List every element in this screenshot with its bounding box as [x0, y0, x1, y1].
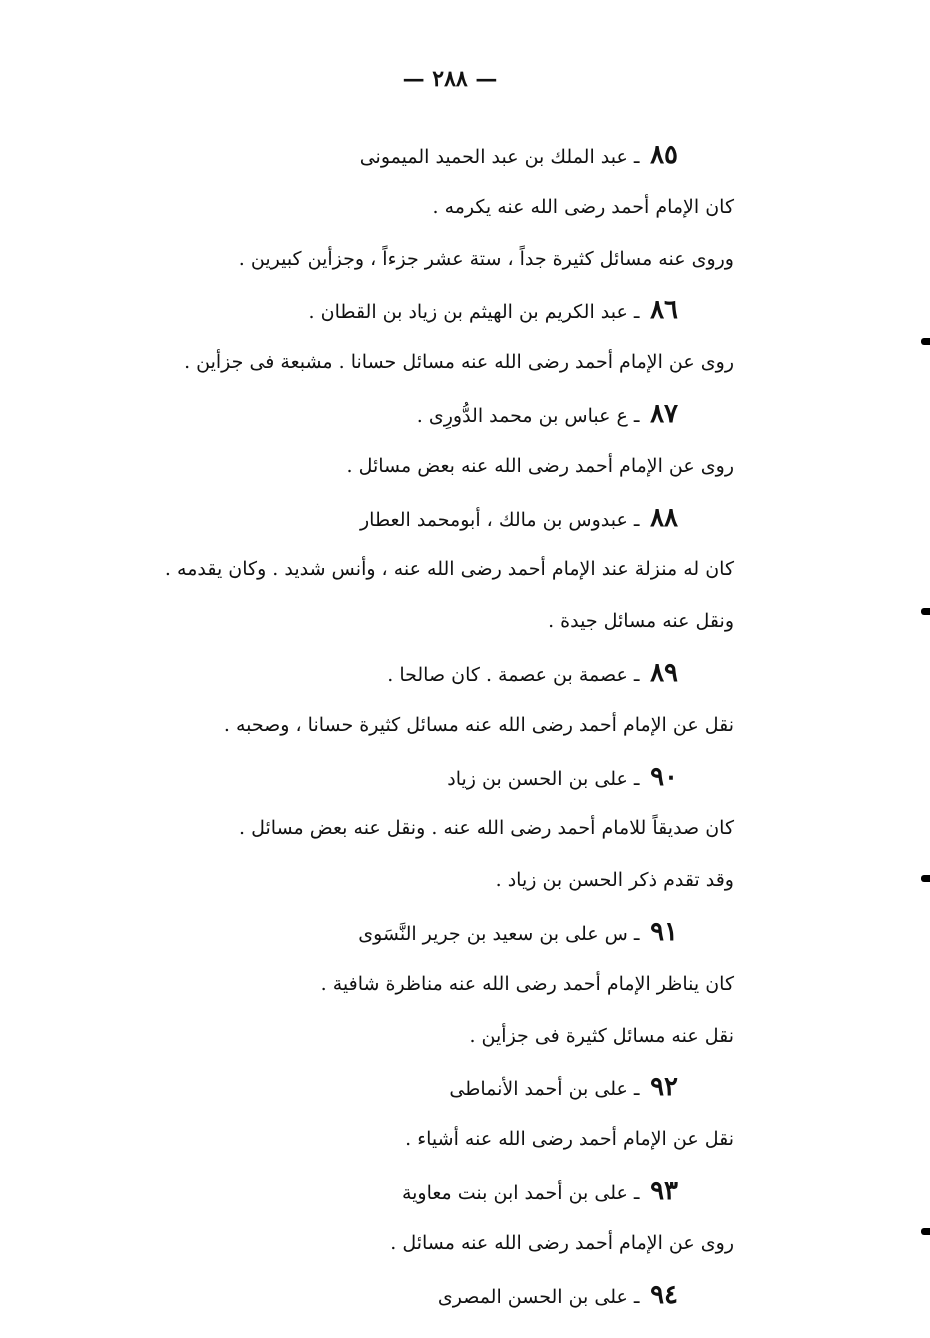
entry-number: ٨٦: [650, 295, 678, 326]
entry-text-line: روى عن الإمام أحمد رضى الله عنه بعض مسائل .: [346, 454, 734, 477]
entry-number: ٨٥: [650, 140, 678, 170]
entry-text-line: كان له منزلة عند الإمام أحمد رضى الله عنه ، وأنس شديد . وكان يقدمه .: [164, 558, 734, 581]
entry-name: ـ عصمة بن عصمة . كان صالحا .: [387, 663, 640, 686]
entry-text-line: روى عن الإمام أحمد رضى الله عنه مسائل حسانا . مشبعة فى جزأين .: [184, 351, 734, 374]
entry-text-line: كان يناظر الإمام أحمد رضى الله عنه مناظرة شافية .: [320, 972, 734, 995]
entry-heading: [114, 1062, 734, 1114]
entry-text-line: كان الإمام أحمد رضى الله عنه يكرمه .: [432, 195, 734, 218]
entry-name: ـ س على بن سعيد بن جرير النَّسَوى: [358, 922, 640, 945]
entry-number: ٩٢: [650, 1072, 678, 1103]
entry-name: ـ عبد الكريم بن الهيثم بن زياد بن القطان .: [308, 301, 640, 324]
entry-heading: [114, 648, 734, 700]
entry-name: ـ على بن أحمد ابن بنت معاوية: [401, 1181, 640, 1204]
entry-number: ٨٨: [650, 502, 678, 533]
binding-mark: [921, 875, 930, 882]
entry-number: ٩١: [650, 916, 678, 947]
entry-text-line: كان صديقاً للامام أحمد رضى الله عنه . ونقل عنه بعض مسائل .: [239, 817, 734, 840]
entry-number: ٩٤: [650, 1279, 678, 1310]
entry-heading: [114, 1166, 734, 1218]
entry-number: ٨٩: [650, 657, 678, 688]
entry-text-line: وروى عنه مسائل كثيرة جداً ، ستة عشر جزءاً ، وجزأين كبيرين .: [238, 247, 734, 270]
entry-number: ٩٣: [650, 1175, 678, 1206]
entry-heading: [114, 752, 734, 804]
entry-name: ـ على بن أحمد الأنماطى: [449, 1078, 640, 1101]
entry-heading: [114, 130, 734, 182]
entry-name: ـ ع عباس بن محمد الدُّورِى .: [416, 404, 640, 427]
entry-heading: [114, 1270, 734, 1322]
page-body: [114, 130, 734, 1321]
entry-text-line: نقل عنه مسائل كثيرة فى جزأين .: [469, 1024, 734, 1047]
binding-mark: [921, 608, 930, 615]
page-number: — ٢٨٨ —: [402, 66, 498, 92]
entry-text-line: نقل عن الإمام أحمد رضى الله عنه مسائل كثيرة حسانا ، وصحبه .: [223, 713, 734, 736]
entry-heading: [114, 389, 734, 441]
entry-number: ٩٠: [650, 761, 678, 792]
entry-number: ٨٧: [650, 398, 678, 429]
binding-mark: [921, 338, 930, 345]
entry-name: ـ عبد الملك بن عبد الحميد الميمونى: [359, 146, 640, 168]
entry-heading: [114, 907, 734, 959]
entry-name: ـ على بن الحسن بن زياد: [447, 767, 640, 790]
entry-name: ـ على بن الحسن المصرى: [437, 1285, 640, 1308]
entry-heading: [114, 493, 734, 545]
entry-heading: [114, 285, 734, 337]
binding-mark: [921, 1228, 930, 1235]
entry-text-line: ونقل عنه مسائل جيدة .: [548, 610, 734, 633]
entry-name: ـ عبدوس بن مالك ، أبومحمد العطار: [360, 508, 640, 531]
entry-text-line: روى عن الإمام أحمد رضى الله عنه مسائل .: [390, 1231, 734, 1254]
entry-text-line: وقد تقدم ذكر الحسن بن زياد .: [495, 869, 734, 892]
entry-text-line: نقل عن الإمام أحمد رضى الله عنه أشياء .: [405, 1128, 734, 1151]
